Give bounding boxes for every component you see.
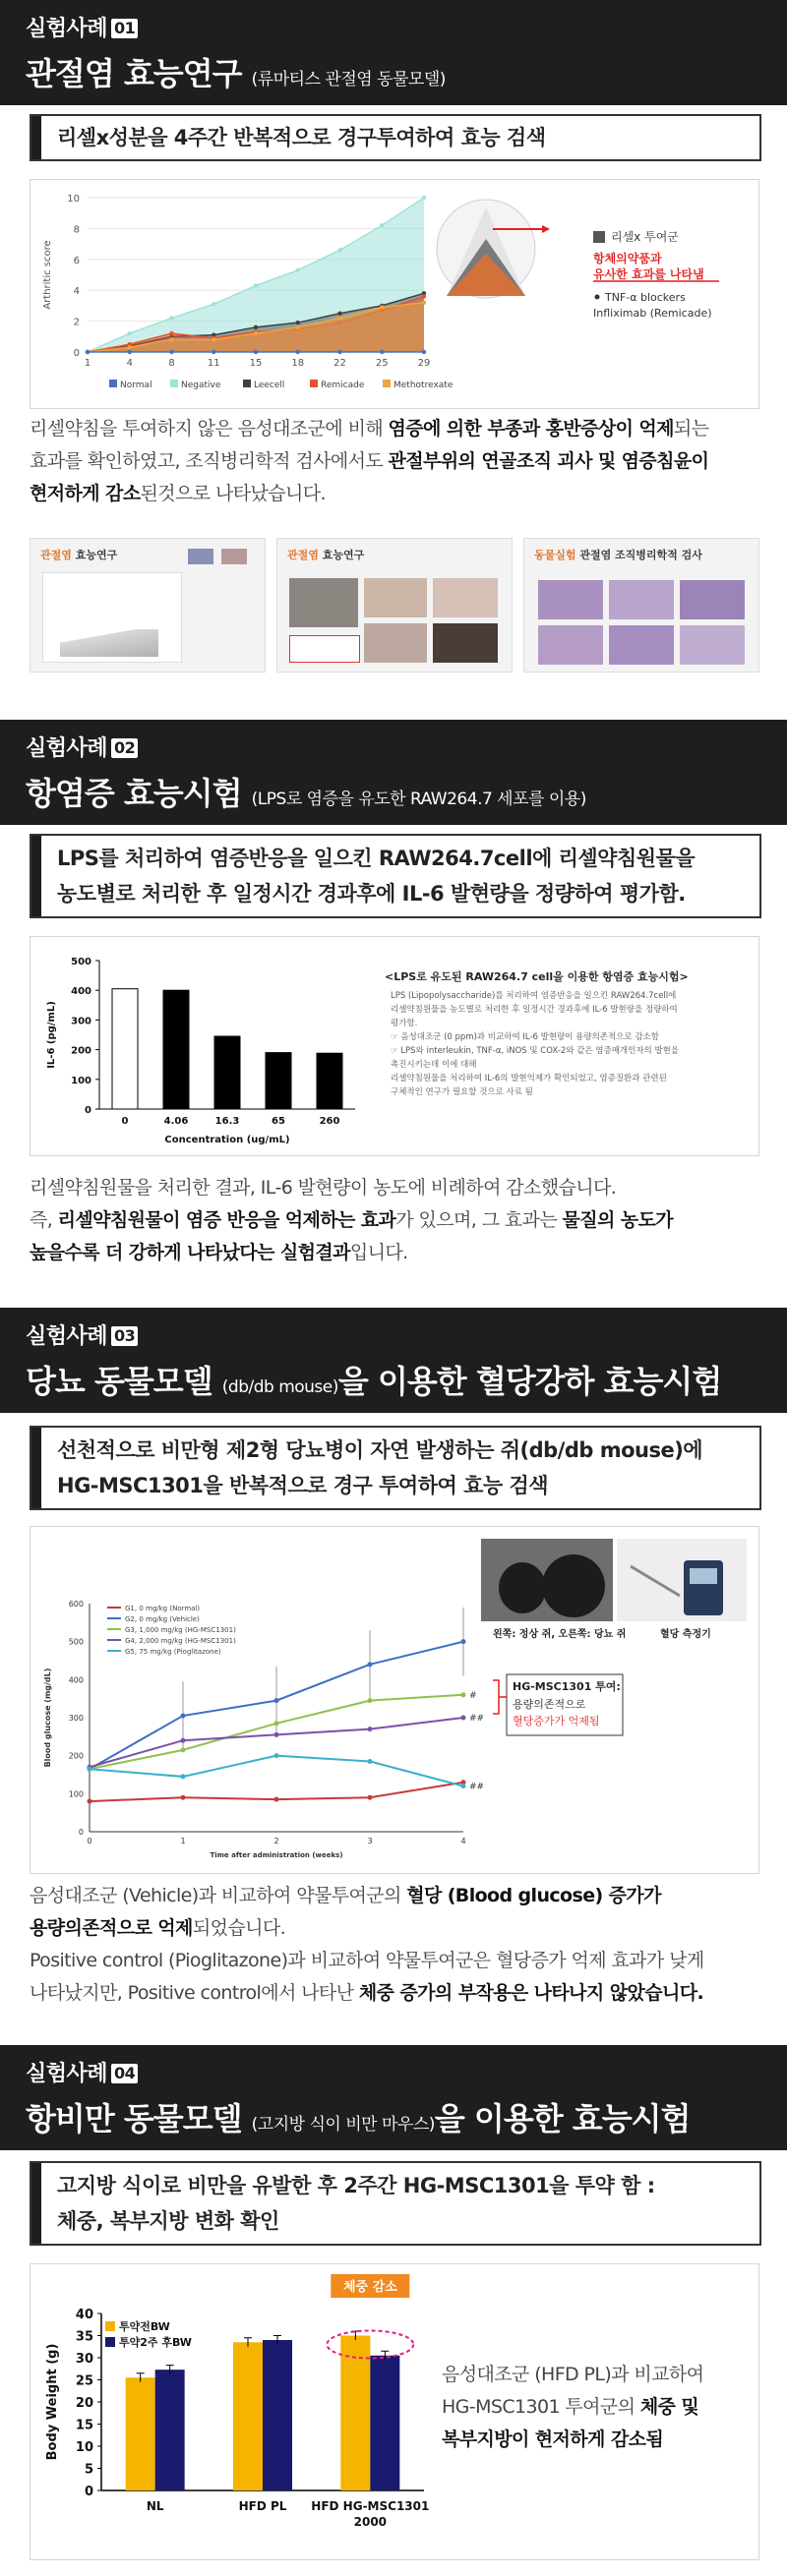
il6-xtick: 260 bbox=[319, 1116, 340, 1127]
glu-point bbox=[274, 1721, 279, 1726]
glucometer-photo bbox=[617, 1539, 747, 1621]
arthritis-chart-panel bbox=[30, 179, 759, 409]
glu-point bbox=[461, 1716, 466, 1721]
section4-subtitle-box bbox=[30, 2161, 761, 2246]
arth-legend-label: Methotrexate bbox=[394, 381, 454, 390]
glu-sig-marker: # bbox=[469, 1690, 477, 1701]
arth-xtick: 22 bbox=[333, 358, 346, 369]
il6-note-line: 리셀약침원물을 처리하여 IL-6의 발현억제가 확인되었고, 염증질환과 관련된 bbox=[391, 1074, 667, 1083]
bw-ytick: 40 bbox=[75, 2308, 93, 2322]
glu-point bbox=[88, 1799, 92, 1804]
arth-point bbox=[128, 350, 132, 354]
il6-xtick: 0 bbox=[121, 1116, 129, 1127]
arth-point bbox=[337, 312, 341, 316]
callout-line1: 용량의존적으로 bbox=[513, 1698, 586, 1711]
arth-point bbox=[128, 331, 132, 335]
bw-ytick: 10 bbox=[75, 2440, 93, 2455]
glu-ytick: 100 bbox=[68, 1789, 84, 1799]
section2-paragraph: 리셀약침원물을 처리한 결과, IL-6 발현량이 농도에 비례하여 감소했습니다. 즉, 리셀약침원물이 염증 반응을 억제하는 효과가 있으며, 그 효과는 물질의 농도가 높을수록 더 강하게 나타났다는 실험결과입니다. bbox=[30, 1177, 674, 1263]
glu-point bbox=[461, 1692, 466, 1697]
il6-ytick: 200 bbox=[71, 1045, 91, 1057]
bw-ytick: 20 bbox=[75, 2396, 93, 2411]
section3-title: 당뇨 동물모델 (db/db mouse)을 이용한 혈당강하 효능시험 bbox=[26, 1363, 722, 1400]
glu-xlabel: Time after administration (weeks) bbox=[210, 1851, 343, 1859]
bw-legend-label: 투약전BW bbox=[119, 2320, 170, 2333]
glu-point bbox=[181, 1714, 186, 1719]
il6-xlabel: Concentration (ug/mL) bbox=[164, 1135, 290, 1145]
glu-point bbox=[368, 1795, 373, 1800]
section1-kicker: 실험사례 01 bbox=[26, 12, 138, 42]
il6-chart bbox=[30, 937, 758, 1155]
il6-note-line: 평가함. bbox=[391, 1019, 418, 1028]
il6-ytick: 0 bbox=[85, 1105, 91, 1116]
il6-ytick: 500 bbox=[71, 957, 91, 967]
bw-bar bbox=[340, 2336, 370, 2491]
bw-xtick: HFD HG-MSC1301 bbox=[311, 2499, 430, 2513]
bw-bar bbox=[263, 2340, 292, 2490]
bw-legend-swatch bbox=[105, 2337, 115, 2347]
arth-point bbox=[169, 331, 173, 335]
section3-subtitle: 선천적으로 비만형 제2형 당뇨병이 자연 발생하는 쥐(db/db mouse)에 HG-MSC1301을 반복적으로 경구 투여하여 효능 검색 bbox=[57, 1438, 703, 1497]
bw-bar bbox=[155, 2370, 185, 2490]
arth-legend-swatch bbox=[310, 380, 318, 387]
arth-point bbox=[128, 345, 132, 349]
callout-title: HG-MSC1301 투여: bbox=[513, 1680, 621, 1693]
glu-legend-label: G1, 0 mg/kg (Normal) bbox=[125, 1605, 201, 1612]
glu-point bbox=[368, 1698, 373, 1703]
glu-sig-marker: ## bbox=[469, 1714, 485, 1724]
section4-number: 04 bbox=[111, 2064, 138, 2083]
arth-legend-swatch bbox=[243, 380, 251, 387]
arth-legend-swatch bbox=[383, 380, 391, 387]
arth-xtick: 4 bbox=[126, 358, 133, 369]
arth-point bbox=[380, 350, 384, 354]
il6-note-line: ☞ LPS와 interleukin, TNF-α, iNOS 및 COX-2와 같은 염증매개인자의 발현을 bbox=[391, 1046, 680, 1056]
arth-point bbox=[86, 350, 90, 354]
glu-legend-label: G4, 2,000 mg/kg (HG-MSC1301) bbox=[125, 1637, 236, 1645]
glu-point bbox=[461, 1639, 466, 1644]
glucose-chart-panel bbox=[30, 1526, 759, 1874]
zoom-legend-note2: 유사한 효과를 나타냄 bbox=[593, 267, 704, 281]
arth-point bbox=[212, 337, 215, 341]
il6-xtick: 4.06 bbox=[163, 1116, 189, 1127]
glu-point bbox=[368, 1662, 373, 1667]
glu-xtick: 3 bbox=[367, 1837, 373, 1845]
arth-ytick: 2 bbox=[73, 317, 80, 328]
section1-paragraph: 리셀약침을 투여하지 않은 음성대조군에 비해 염증에 의한 부종과 홍반증상이 억제되는 효과를 확인하였고, 조직병리학적 검사에서도 관절부위의 연골조직 괴사 및 염증침윤이 현저하게 감소된것으로 나타났습니다. bbox=[30, 418, 709, 504]
arth-legend-swatch bbox=[109, 380, 117, 387]
arth-point bbox=[212, 350, 215, 354]
arth-point bbox=[169, 350, 173, 354]
il6-bar bbox=[266, 1053, 291, 1109]
glu-point bbox=[181, 1795, 186, 1800]
bw-bar bbox=[233, 2342, 263, 2490]
section3-paragraph: 음성대조군 (Vehicle)과 비교하여 약물투여군의 혈당 (Blood glucose) 증가가 용량의존적으로 억제되었습니다. Positive control (Pioglitazone)과 비교하여 약물투여군은 혈당증가 억제 효과가 낮게 나타났지만, Positive control에서 나타난 체중 증가의 부작용은 나타나지 않았습니다. bbox=[30, 1885, 704, 2004]
arth-point bbox=[212, 302, 215, 306]
zoom-legend-infliximab: Infliximab (Remicade) bbox=[593, 307, 712, 320]
arth-point bbox=[296, 350, 300, 354]
thumbnail-3[interactable] bbox=[523, 538, 759, 673]
glu-xtick: 4 bbox=[460, 1837, 466, 1845]
bw-xtick-2: 2000 bbox=[353, 2515, 388, 2529]
bw-ytick: 15 bbox=[75, 2418, 93, 2433]
section4-banner bbox=[0, 2045, 787, 2150]
il6-ylabel: IL-6 (pg/mL) bbox=[46, 1001, 57, 1069]
glu-point bbox=[368, 1759, 373, 1764]
arth-point bbox=[422, 301, 426, 305]
arth-point bbox=[380, 305, 384, 309]
thumbnail-2[interactable] bbox=[276, 538, 513, 673]
bw-legend-label: 투약2주 후BW bbox=[119, 2336, 192, 2349]
zoom-legend-leecell: 리셀x 투여군 bbox=[611, 230, 679, 244]
arth-point bbox=[422, 294, 426, 298]
zoom-legend-tnf: TNF-α blockers bbox=[605, 291, 686, 304]
thumbnail-2-title: 관절염 효능연구 bbox=[287, 549, 365, 561]
il6-ytick: 100 bbox=[71, 1075, 91, 1086]
arth-point bbox=[337, 350, 341, 354]
glu-legend-label: G3, 1,000 mg/kg (HG-MSC1301) bbox=[125, 1626, 236, 1634]
arth-point bbox=[337, 316, 341, 320]
il6-xtick: 16.3 bbox=[214, 1116, 240, 1127]
arth-legend-label: Leecell bbox=[254, 381, 285, 390]
il6-chart-panel bbox=[30, 936, 759, 1156]
bw-xtick: HFD PL bbox=[238, 2499, 287, 2513]
section2-kicker: 실험사례 02 bbox=[26, 732, 138, 762]
arth-ylabel: Arthritic score bbox=[42, 240, 53, 310]
bw-ytick: 0 bbox=[84, 2485, 93, 2499]
bodyweight-panel bbox=[30, 2263, 759, 2560]
il6-bar bbox=[317, 1053, 342, 1109]
glu-ytick: 400 bbox=[68, 1675, 84, 1685]
section4-side-text: 음성대조군 (HFD PL)과 비교하여 HG-MSC1301 투여군의 체중 및 복부지방이 현저하게 감소됨 bbox=[442, 2364, 704, 2450]
bodyweight-chart bbox=[30, 2264, 444, 2559]
glu-ylabel: Blood glucose (mg/dL) bbox=[43, 1668, 52, 1768]
il6-bar bbox=[112, 989, 138, 1109]
arth-xtick: 18 bbox=[291, 358, 305, 369]
arth-legend-label: Negative bbox=[181, 381, 221, 390]
section3-banner bbox=[0, 1308, 787, 1413]
bw-bar bbox=[370, 2356, 399, 2490]
section2-subtitle: LPS를 처리하여 염증반응을 일으킨 RAW264.7cell에 리셀약침원물을 농도별로 처리한 후 일정시간 경과후에 IL-6 발현량을 정량하여 평가함. bbox=[57, 847, 696, 906]
il6-ytick: 300 bbox=[71, 1016, 91, 1027]
arth-legend-swatch bbox=[170, 380, 178, 387]
bw-ytick: 5 bbox=[84, 2462, 93, 2478]
glu-ytick: 200 bbox=[68, 1751, 84, 1761]
glu-ytick: 600 bbox=[68, 1600, 84, 1609]
section4-kicker: 실험사례 04 bbox=[26, 2057, 138, 2087]
section4-subtitle: 고지방 식이로 비만을 유발한 후 2주간 HG-MSC1301을 투약 함 : 체중, 복부지방 변화 확인 bbox=[57, 2174, 655, 2233]
section3-kicker: 실험사례 03 bbox=[26, 1319, 138, 1350]
thumbnail-1[interactable] bbox=[30, 538, 266, 673]
glu-point bbox=[461, 1784, 466, 1788]
arth-xtick: 1 bbox=[84, 358, 91, 369]
arth-xtick: 15 bbox=[249, 358, 263, 369]
arth-point bbox=[337, 248, 341, 252]
glu-legend-label: G5, 75 mg/kg (Pioglitazone) bbox=[125, 1648, 221, 1656]
il6-note-line: LPS (Lipopolysaccharide)를 처리하여 염증반응을 일으킨 RAW264.7cell에 bbox=[391, 991, 677, 1001]
arth-xtick: 29 bbox=[417, 358, 431, 369]
il6-ytick: 400 bbox=[71, 986, 91, 998]
arth-legend-label: Normal bbox=[120, 381, 152, 390]
section1-subtitle: 리셀x성분을 4주간 반복적으로 경구투여하여 효능 검색 bbox=[57, 126, 546, 149]
arth-point bbox=[296, 268, 300, 272]
section1-title: 관절염 효능연구 (류마티스 관절염 동물모델) bbox=[26, 55, 446, 92]
glu-xtick: 1 bbox=[180, 1837, 186, 1845]
arth-ytick: 0 bbox=[73, 348, 80, 359]
section1-number: 01 bbox=[111, 19, 138, 38]
arthritis-chart bbox=[30, 180, 758, 408]
arth-ytick: 10 bbox=[67, 194, 80, 205]
bw-ylabel: Body Weight (g) bbox=[45, 2343, 60, 2461]
arth-point bbox=[169, 337, 173, 341]
arth-point bbox=[254, 325, 258, 329]
section3-subtitle-box bbox=[30, 1426, 761, 1510]
arth-point bbox=[296, 325, 300, 329]
arth-ytick: 8 bbox=[73, 224, 80, 236]
section2-banner bbox=[0, 720, 787, 825]
arth-point bbox=[254, 283, 258, 287]
arth-point bbox=[254, 350, 258, 354]
bw-legend-swatch bbox=[105, 2321, 115, 2331]
arth-xtick: 25 bbox=[375, 358, 389, 369]
section1-banner bbox=[0, 0, 787, 105]
il6-xtick: 65 bbox=[272, 1116, 285, 1127]
glu-legend-label: G2, 0 mg/kg (Vehicle) bbox=[125, 1615, 200, 1623]
section3-number: 03 bbox=[111, 1326, 138, 1346]
section2-title: 항염증 효능시험 (LPS로 염증을 유도한 RAW264.7 세포를 이용) bbox=[26, 775, 586, 812]
bw-ytick: 35 bbox=[75, 2329, 93, 2345]
zoom-legend-note1: 항체의약품과 bbox=[593, 252, 662, 265]
section4-title: 항비만 동물모델 (고지방 식이 비만 마우스)을 이용한 효능시험 bbox=[26, 2100, 691, 2137]
arth-point bbox=[169, 316, 173, 320]
glu-ytick: 0 bbox=[78, 1828, 84, 1837]
il6-note-line: 구체적인 연구가 필요할 것으로 사료 됨 bbox=[391, 1087, 533, 1097]
arth-ytick: 6 bbox=[73, 255, 80, 266]
glu-point bbox=[368, 1727, 373, 1731]
glu-point bbox=[181, 1774, 186, 1779]
glu-point bbox=[88, 1767, 92, 1772]
il6-bar bbox=[163, 990, 189, 1109]
il6-note-title: <LPS로 유도된 RAW264.7 cell을 이용한 항염증 효능시험> bbox=[385, 970, 689, 983]
bw-annotation-text: 체중 감소 bbox=[342, 2280, 397, 2295]
il6-note-line: 리셀약침원물을 농도별로 처리한 후 일정시간 경과후에 IL-6 발현량을 정량하여 bbox=[391, 1005, 678, 1015]
glu-ytick: 300 bbox=[68, 1714, 84, 1723]
glu-xtick: 0 bbox=[87, 1837, 92, 1845]
glucose-chart bbox=[30, 1527, 758, 1873]
arth-point bbox=[422, 196, 426, 200]
arth-xtick: 11 bbox=[207, 358, 220, 369]
il6-note-line: ☞ 음성대조군 (0 ppm)과 비교하여 IL-6 발현량이 용량의존적으로 감소함 bbox=[391, 1032, 659, 1042]
section2-number: 02 bbox=[111, 738, 138, 758]
arth-legend-label: Remicade bbox=[321, 381, 365, 390]
zoom-circle bbox=[437, 200, 550, 298]
thumbnail-3-title: 동물실험 관절염 조직병리학적 검사 bbox=[534, 549, 702, 561]
photo-caption-mice: 왼쪽: 정상 쥐, 오른쪽: 당뇨 쥐 bbox=[493, 1629, 627, 1640]
arth-point bbox=[296, 321, 300, 324]
glu-point bbox=[274, 1698, 279, 1703]
section2-subtitle-box bbox=[30, 834, 761, 918]
glu-point bbox=[274, 1797, 279, 1802]
glu-xtick: 2 bbox=[273, 1837, 279, 1845]
il6-note-line: 촉진시키는데 이에 대해 bbox=[391, 1060, 477, 1070]
bw-ytick: 30 bbox=[75, 2352, 93, 2367]
glu-point bbox=[274, 1732, 279, 1737]
glu-sig-marker: ## bbox=[469, 1782, 485, 1792]
arth-point bbox=[422, 350, 426, 354]
arth-ytick: 4 bbox=[73, 286, 80, 298]
bw-xtick: NL bbox=[146, 2499, 164, 2513]
section1-subtitle-box bbox=[30, 114, 761, 161]
glu-point bbox=[181, 1738, 186, 1743]
thumbnail-1-title: 관절염 효능연구 bbox=[40, 549, 118, 561]
il6-bar bbox=[214, 1036, 240, 1109]
callout-line2: 혈당증가가 억제됨 bbox=[513, 1715, 600, 1727]
glu-ytick: 500 bbox=[68, 1637, 84, 1647]
bw-ytick: 25 bbox=[75, 2373, 93, 2389]
arth-point bbox=[254, 331, 258, 335]
photo-caption-meter: 혈당 측정기 bbox=[660, 1629, 711, 1640]
glu-line bbox=[90, 1756, 463, 1786]
leecell-legend-swatch bbox=[593, 231, 605, 243]
arth-point bbox=[380, 223, 384, 227]
arth-xtick: 8 bbox=[168, 358, 175, 369]
glu-point bbox=[181, 1747, 186, 1752]
glu-point bbox=[274, 1753, 279, 1758]
bw-bar bbox=[126, 2377, 155, 2490]
